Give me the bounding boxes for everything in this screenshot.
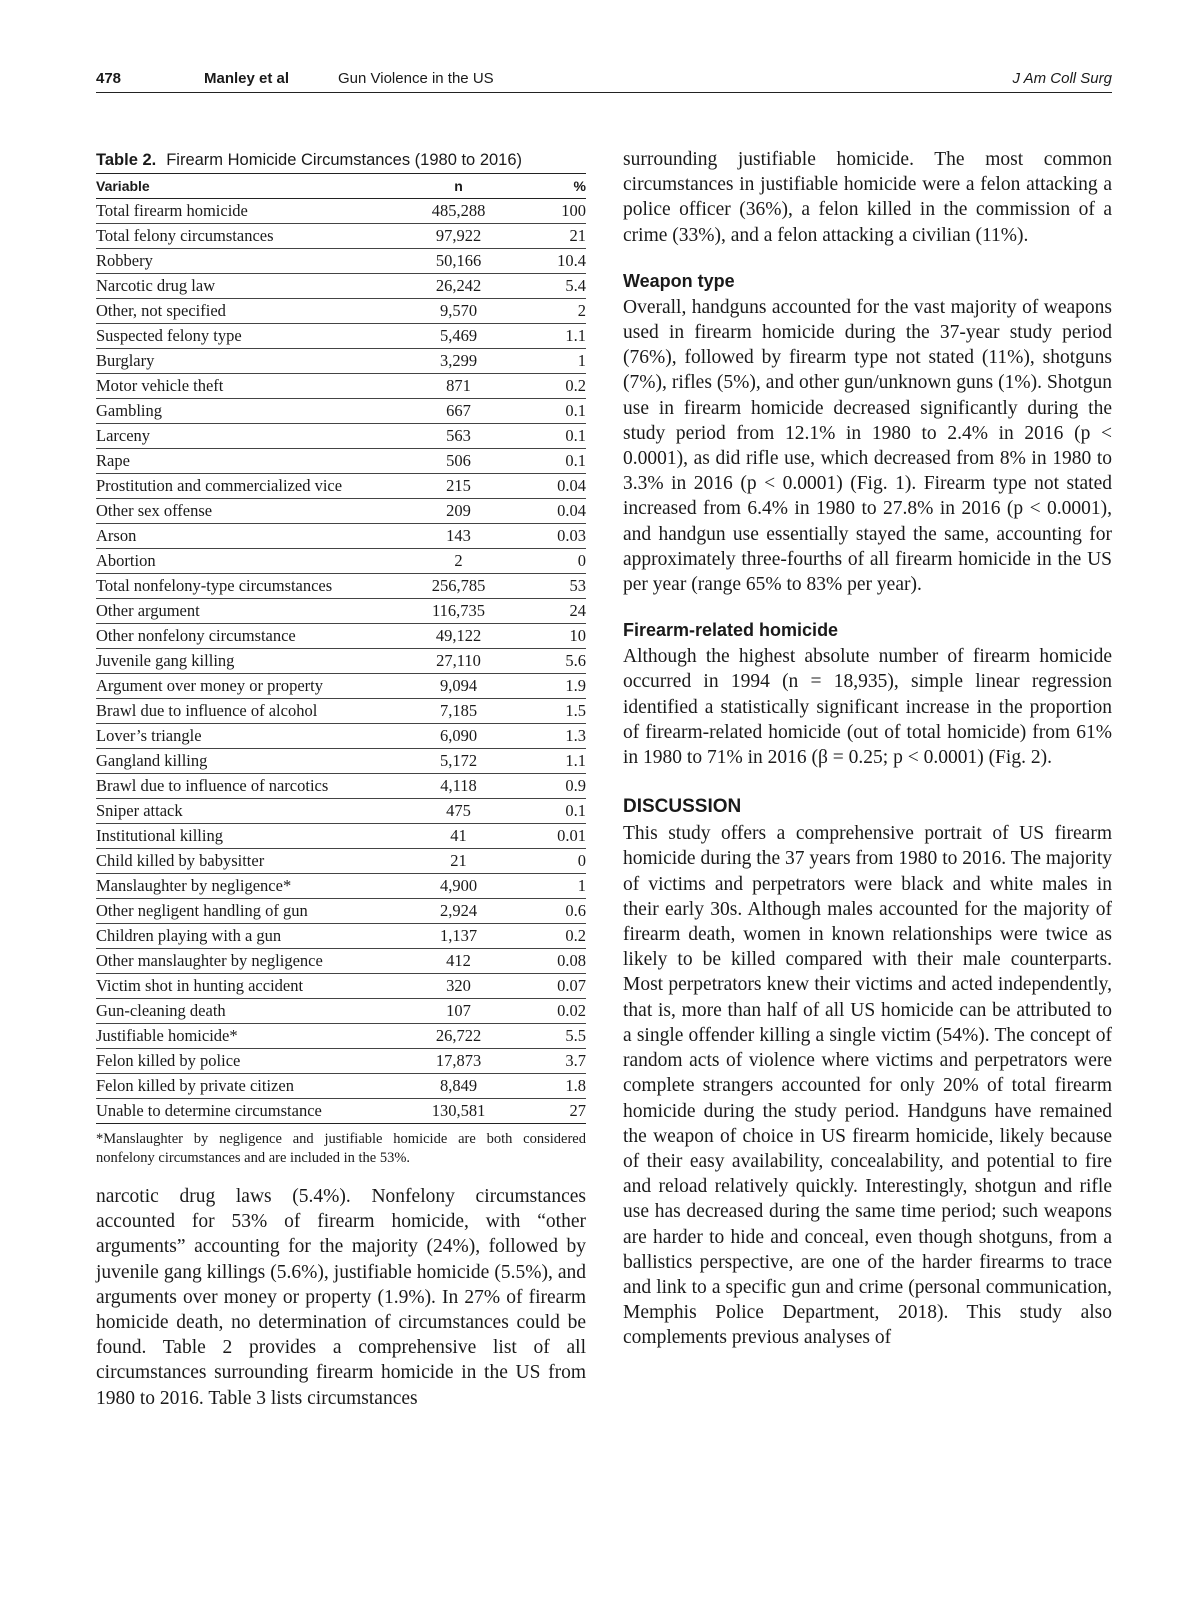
table-row — [96, 399, 586, 424]
table-row — [96, 999, 586, 1024]
weapon-type-heading: Weapon type — [623, 270, 735, 291]
table-row — [96, 649, 586, 674]
row-count: 116,735 — [396, 599, 521, 624]
table-label: Table 2. — [96, 151, 157, 169]
column-header-variable: Variable — [96, 174, 396, 199]
table-row — [96, 774, 586, 799]
continued-paragraph: narcotic drug laws (5.4%). Nonfelony circumstances accounted for 53% of firearm homicide, with “other arguments” accounting for the majority (24%), followed by juvenile gang killings (5.6%), justifiable homicide (5.5%), and arguments over money or property (1.9%). In 27% of firearm homicide death, no determination of circumstances could be found. Table 2 provides a comprehensive list of all circumstances surrounding firearm homicide in the US from 1980 to 2016. Table 3 lists circumstances — [96, 1186, 586, 1409]
row-variable: Juvenile gang killing — [96, 649, 396, 674]
row-variable: Felon killed by private citizen — [96, 1074, 396, 1099]
row-count: 667 — [396, 399, 521, 424]
table-row — [96, 1024, 586, 1049]
row-count: 1,137 — [396, 924, 521, 949]
table-row — [96, 899, 586, 924]
row-percent: 1 — [521, 349, 586, 374]
row-variable: Burglary — [96, 349, 396, 374]
row-variable: Other sex offense — [96, 499, 396, 524]
row-count: 97,922 — [396, 224, 521, 249]
table-row — [96, 199, 586, 224]
row-count: 4,118 — [396, 774, 521, 799]
row-variable: Lover’s triangle — [96, 724, 396, 749]
table-row — [96, 1049, 586, 1074]
row-count: 4,900 — [396, 874, 521, 899]
running-authors: Manley et al — [204, 70, 290, 87]
row-percent: 0.02 — [521, 999, 586, 1024]
row-count: 49,122 — [396, 624, 521, 649]
row-percent: 0.2 — [521, 924, 586, 949]
left-body-text — [96, 1184, 586, 1411]
row-variable: Total nonfelony-type circumstances — [96, 574, 396, 599]
row-variable: Suspected felony type — [96, 324, 396, 349]
row-variable: Other, not specified — [96, 299, 396, 324]
row-percent: 0.6 — [521, 899, 586, 924]
row-percent: 1 — [521, 874, 586, 899]
table-row — [96, 524, 586, 549]
row-count: 5,469 — [396, 324, 521, 349]
row-variable: Total firearm homicide — [96, 199, 396, 224]
row-count: 9,570 — [396, 299, 521, 324]
row-percent: 1.1 — [521, 324, 586, 349]
row-count: 871 — [396, 374, 521, 399]
table-row — [96, 824, 586, 849]
row-count: 143 — [396, 524, 521, 549]
table-row — [96, 749, 586, 774]
circumstances-table — [96, 174, 586, 1124]
justifiable-homicide-paragraph: surrounding justifiable homicide. The most common circumstances in justifiable homicide were a felon attacking a police officer (36%), a felon killed in the commission of a crime (33%), and a felon attacking a civilian (11%). — [623, 149, 1112, 246]
row-variable: Gambling — [96, 399, 396, 424]
row-percent: 10 — [521, 624, 586, 649]
table-row — [96, 224, 586, 249]
row-percent: 10.4 — [521, 249, 586, 274]
row-percent: 3.7 — [521, 1049, 586, 1074]
row-percent: 2 — [521, 299, 586, 324]
column-header-percent: % — [521, 174, 586, 199]
row-count: 485,288 — [396, 199, 521, 224]
row-percent: 1.5 — [521, 699, 586, 724]
running-header — [96, 66, 1112, 93]
row-variable: Prostitution and commercialized vice — [96, 474, 396, 499]
journal-name: J Am Coll Surg — [1012, 70, 1112, 87]
table-row — [96, 874, 586, 899]
row-percent: 0.04 — [521, 474, 586, 499]
row-count: 256,785 — [396, 574, 521, 599]
row-variable: Sniper attack — [96, 799, 396, 824]
row-variable: Victim shot in hunting accident — [96, 974, 396, 999]
row-percent: 0.2 — [521, 374, 586, 399]
row-count: 8,849 — [396, 1074, 521, 1099]
row-variable: Child killed by babysitter — [96, 849, 396, 874]
table-row — [96, 624, 586, 649]
row-count: 563 — [396, 424, 521, 449]
row-count: 6,090 — [396, 724, 521, 749]
right-column — [623, 147, 1112, 1351]
table-row — [96, 924, 586, 949]
table-row — [96, 374, 586, 399]
table-row — [96, 474, 586, 499]
table-row — [96, 574, 586, 599]
table-row — [96, 1074, 586, 1099]
row-variable: Manslaughter by negligence* — [96, 874, 396, 899]
row-percent: 53 — [521, 574, 586, 599]
table-row — [96, 799, 586, 824]
row-variable: Argument over money or property — [96, 674, 396, 699]
row-count: 5,172 — [396, 749, 521, 774]
row-count: 506 — [396, 449, 521, 474]
row-percent: 5.4 — [521, 274, 586, 299]
row-variable: Justifiable homicide* — [96, 1024, 396, 1049]
table-body — [96, 199, 586, 1124]
row-percent: 0.1 — [521, 424, 586, 449]
row-percent: 24 — [521, 599, 586, 624]
table-row — [96, 974, 586, 999]
table-row — [96, 324, 586, 349]
row-variable: Brawl due to influence of narcotics — [96, 774, 396, 799]
row-count: 209 — [396, 499, 521, 524]
row-variable: Other argument — [96, 599, 396, 624]
table-row — [96, 599, 586, 624]
row-variable: Other nonfelony circumstance — [96, 624, 396, 649]
table-row — [96, 274, 586, 299]
table-row — [96, 849, 586, 874]
firearm-homicide-paragraph: Although the highest absolute number of firearm homicide occurred in 1994 (n = 18,935), simple linear regression identified a statistically significant increase in the proportion of firearm-related homicide (out of total homicide) from 61% in 1980 to 71% in 2016 (β = 0.25; p < 0.0001) (Fig. 2). — [623, 646, 1112, 769]
row-percent: 0.07 — [521, 974, 586, 999]
discussion-paragraph: This study offers a comprehensive portrait of US firearm homicide during the 37 years from 1980 to 2016. The majority of victims and perpetrators were black and white males in their early 30s. Although males accounted for the majority of firearm death, women in known relationships were twice as likely to be killed compared with their male counterparts. Most perpetrators knew their victims and acted independently, that is, more than half of all US homicide can be attributed to a single offender killing a single victim (54%). The concept of random acts of violence where victims and perpetrators were complete strangers accounted for only 20% of total firearm homicide during the study period. Handguns have remained the weapon of choice in US firearm homicide, likely because of their easy availability, concealability, and potential to fire and reload relatively quickly. Interestingly, shotgun and rifle use has decreased during the same time period; such weapons are harder to hide and conceal, even though shotguns, from a ballistics perspective, are one of the harder firearms to trace and link to a specific gun and crime (personal communication, Memphis Police Department, 2018). This study also complements previous analyses of — [623, 823, 1112, 1349]
table-row — [96, 549, 586, 574]
row-count: 27,110 — [396, 649, 521, 674]
row-percent: 1.3 — [521, 724, 586, 749]
table-row — [96, 424, 586, 449]
column-header-n: n — [396, 174, 521, 199]
row-variable: Felon killed by police — [96, 1049, 396, 1074]
table-row — [96, 724, 586, 749]
table-footnote: *Manslaughter by negligence and justifiable homicide are both considered nonfelony circumstances and are included in the 53%. — [96, 1131, 586, 1166]
row-percent: 0.04 — [521, 499, 586, 524]
row-percent: 5.6 — [521, 649, 586, 674]
row-variable: Brawl due to influence of alcohol — [96, 699, 396, 724]
row-variable: Total felony circumstances — [96, 224, 396, 249]
row-count: 475 — [396, 799, 521, 824]
row-variable: Larceny — [96, 424, 396, 449]
table-header-row — [96, 174, 586, 199]
row-count: 107 — [396, 999, 521, 1024]
table-row — [96, 1099, 586, 1124]
discussion-heading: DISCUSSION — [623, 796, 742, 818]
row-count: 17,873 — [396, 1049, 521, 1074]
row-percent: 0.1 — [521, 799, 586, 824]
row-variable: Unable to determine circumstance — [96, 1099, 396, 1124]
table-row — [96, 249, 586, 274]
row-percent: 0.1 — [521, 449, 586, 474]
row-percent: 5.5 — [521, 1024, 586, 1049]
row-count: 21 — [396, 849, 521, 874]
row-percent: 0.9 — [521, 774, 586, 799]
table-row — [96, 949, 586, 974]
row-count: 7,185 — [396, 699, 521, 724]
running-title: Gun Violence in the US — [338, 70, 494, 87]
row-variable: Gun-cleaning death — [96, 999, 396, 1024]
row-variable: Arson — [96, 524, 396, 549]
row-variable: Institutional killing — [96, 824, 396, 849]
row-percent: 1.8 — [521, 1074, 586, 1099]
row-variable: Robbery — [96, 249, 396, 274]
row-count: 130,581 — [396, 1099, 521, 1124]
row-count: 50,166 — [396, 249, 521, 274]
table-row — [96, 299, 586, 324]
row-variable: Motor vehicle theft — [96, 374, 396, 399]
row-variable: Abortion — [96, 549, 396, 574]
row-percent: 1.9 — [521, 674, 586, 699]
row-variable: Other manslaughter by negligence — [96, 949, 396, 974]
row-percent: 100 — [521, 199, 586, 224]
row-percent: 0 — [521, 549, 586, 574]
row-variable: Other negligent handling of gun — [96, 899, 396, 924]
row-count: 26,242 — [396, 274, 521, 299]
row-percent: 21 — [521, 224, 586, 249]
table-row — [96, 499, 586, 524]
row-variable: Gangland killing — [96, 749, 396, 774]
row-count: 9,094 — [396, 674, 521, 699]
row-variable: Narcotic drug law — [96, 274, 396, 299]
weapon-type-paragraph: Overall, handguns accounted for the vast majority of weapons used in firearm homicide during the 37-year study period (76%), followed by firearm type not stated (11%), shotguns (7%), rifles (5%), and other gun/unknown guns (1%). Shotgun use in firearm homicide decreased significantly during the study period from 12.1% in 1980 to 2.4% in 2016 (p < 0.0001), as did rifle use, which decreased from 8% in 1980 to 3.3% in 2016 (p < 0.0001) (Fig. 1). Firearm type not stated increased from 6.4% in 1980 to 27.8% in 2016 (p < 0.0001), and handgun use essentially stayed the same, accounting for approximately three-fourths of all firearm homicide in the US per year (range 65% to 83% per year). — [623, 296, 1112, 596]
row-percent: 0.03 — [521, 524, 586, 549]
table-row — [96, 674, 586, 699]
row-percent: 0.1 — [521, 399, 586, 424]
row-percent: 0.08 — [521, 949, 586, 974]
table-row — [96, 699, 586, 724]
row-count: 2,924 — [396, 899, 521, 924]
row-variable: Rape — [96, 449, 396, 474]
row-variable: Children playing with a gun — [96, 924, 396, 949]
table-title: Firearm Homicide Circumstances (1980 to 2016) — [166, 151, 523, 169]
row-percent: 0 — [521, 849, 586, 874]
row-count: 26,722 — [396, 1024, 521, 1049]
row-count: 320 — [396, 974, 521, 999]
row-count: 2 — [396, 549, 521, 574]
row-percent: 0.01 — [521, 824, 586, 849]
table-row — [96, 449, 586, 474]
table-caption — [96, 147, 586, 174]
row-count: 412 — [396, 949, 521, 974]
left-column — [96, 147, 586, 1168]
row-count: 215 — [396, 474, 521, 499]
table-row — [96, 349, 586, 374]
row-count: 41 — [396, 824, 521, 849]
page-number: 478 — [96, 70, 122, 87]
firearm-homicide-heading: Firearm-related homicide — [623, 620, 839, 641]
row-percent: 27 — [521, 1099, 586, 1124]
row-percent: 1.1 — [521, 749, 586, 774]
row-count: 3,299 — [396, 349, 521, 374]
